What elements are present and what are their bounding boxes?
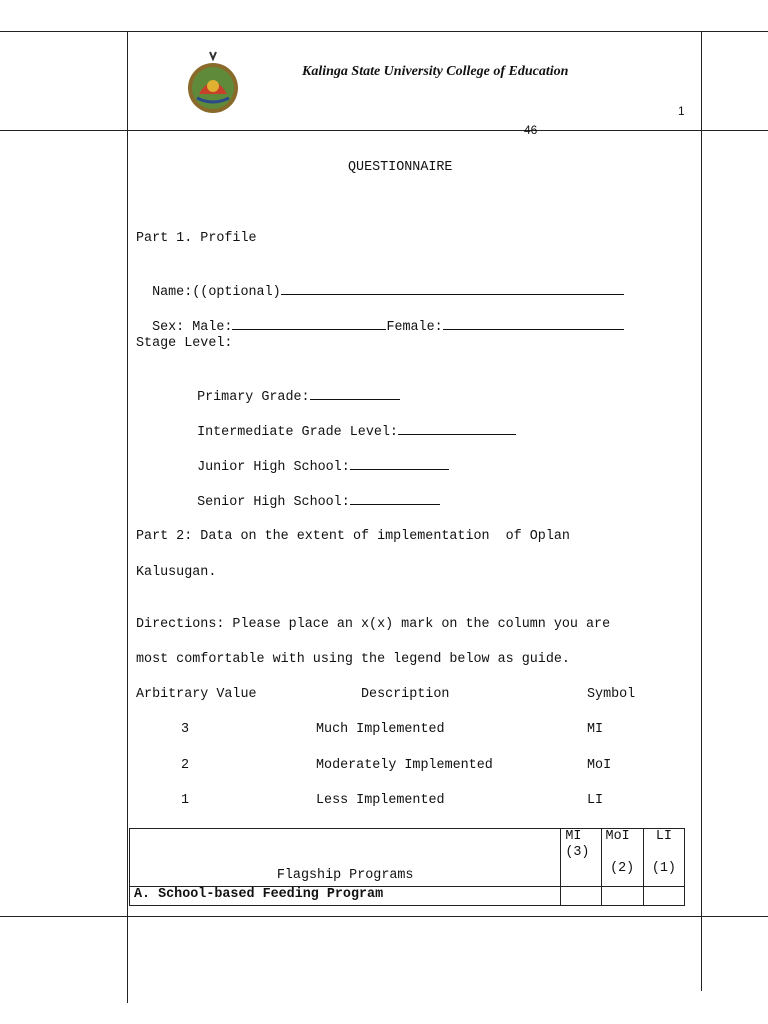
li-header-label: LI <box>655 829 672 844</box>
header-divider-line <box>0 130 768 131</box>
legend-header-symbol: Symbol <box>587 687 636 702</box>
legend-value: 1 <box>181 793 190 808</box>
senior-high-row <box>181 476 440 511</box>
legend-value: 2 <box>181 758 190 773</box>
directions-line2: most comfortable with using the legend below as guide. <box>136 652 570 667</box>
female-blank[interactable] <box>443 317 624 330</box>
li-checkbox-cell[interactable] <box>643 887 684 906</box>
intermediate-grade-label: Intermediate Grade Level: <box>197 425 398 440</box>
footer-divider-line <box>0 916 768 917</box>
table-row <box>130 887 685 906</box>
legend-description: Less Implemented <box>316 793 445 808</box>
right-margin-line <box>701 31 702 991</box>
flagship-programs-table <box>129 828 685 906</box>
sex-male-label: Sex: Male: <box>152 320 233 335</box>
top-border-line <box>0 31 768 32</box>
institution-name: Kalinga State University College of Education <box>302 64 569 79</box>
legend-description: Much Implemented <box>316 722 445 737</box>
primary-grade-row <box>181 371 400 406</box>
legend-description: Moderately Implemented <box>316 758 493 773</box>
intermediate-grade-row <box>181 406 516 441</box>
moi-header-value: (2) <box>610 861 635 876</box>
mi-header-value: (3) <box>565 845 590 860</box>
name-blank[interactable] <box>281 282 624 295</box>
part1-heading: Part 1. Profile <box>136 231 257 246</box>
overlay-page-number: 46 <box>524 123 538 137</box>
left-margin-line <box>127 31 128 1003</box>
primary-grade-label: Primary Grade: <box>197 390 310 405</box>
junior-high-label: Junior High School: <box>197 460 350 475</box>
junior-high-blank[interactable] <box>350 457 449 470</box>
sex-field-row <box>136 301 624 336</box>
program-row-label: A. School-based Feeding Program <box>130 887 561 906</box>
mi-header-cell <box>561 829 601 887</box>
li-header-cell <box>643 829 684 887</box>
legend-header-value: Arbitrary Value <box>136 687 257 702</box>
program-header-cell <box>130 829 561 887</box>
senior-high-blank[interactable] <box>350 492 440 505</box>
legend-symbol: MI <box>587 722 604 737</box>
stage-level-label: Stage Level: <box>136 336 233 351</box>
directions-line1: Directions: Please place an x(x) mark on the column you are <box>136 617 611 632</box>
page-number: 1 <box>678 104 685 118</box>
moi-header-label: MoI <box>605 829 630 844</box>
page-title: QUESTIONNAIRE <box>348 160 453 175</box>
legend-symbol: MoI <box>587 758 612 773</box>
legend-symbol: LI <box>587 793 604 808</box>
senior-high-label: Senior High School: <box>197 495 350 510</box>
university-seal-logo <box>183 50 243 114</box>
mi-header-label: MI <box>565 829 582 844</box>
name-label: Name:((optional) <box>152 285 281 300</box>
program-header-label: Flagship Programs <box>276 868 414 883</box>
li-header-value: (1) <box>651 861 676 876</box>
mi-checkbox-cell[interactable] <box>561 887 601 906</box>
name-field-row <box>136 266 624 301</box>
intermediate-grade-blank[interactable] <box>398 422 516 435</box>
legend-value: 3 <box>181 722 190 737</box>
moi-checkbox-cell[interactable] <box>601 887 643 906</box>
table-header-row <box>130 829 685 887</box>
sex-female-label: Female: <box>386 320 443 335</box>
primary-grade-blank[interactable] <box>310 387 400 400</box>
legend-header-description: Description <box>361 687 450 702</box>
junior-high-row <box>181 441 449 476</box>
moi-header-cell <box>601 829 643 887</box>
male-blank[interactable] <box>232 317 386 330</box>
part2-heading-line1: Part 2: Data on the extent of implementation of Oplan <box>136 529 570 544</box>
part2-heading-line2: Kalusugan. <box>136 565 217 580</box>
